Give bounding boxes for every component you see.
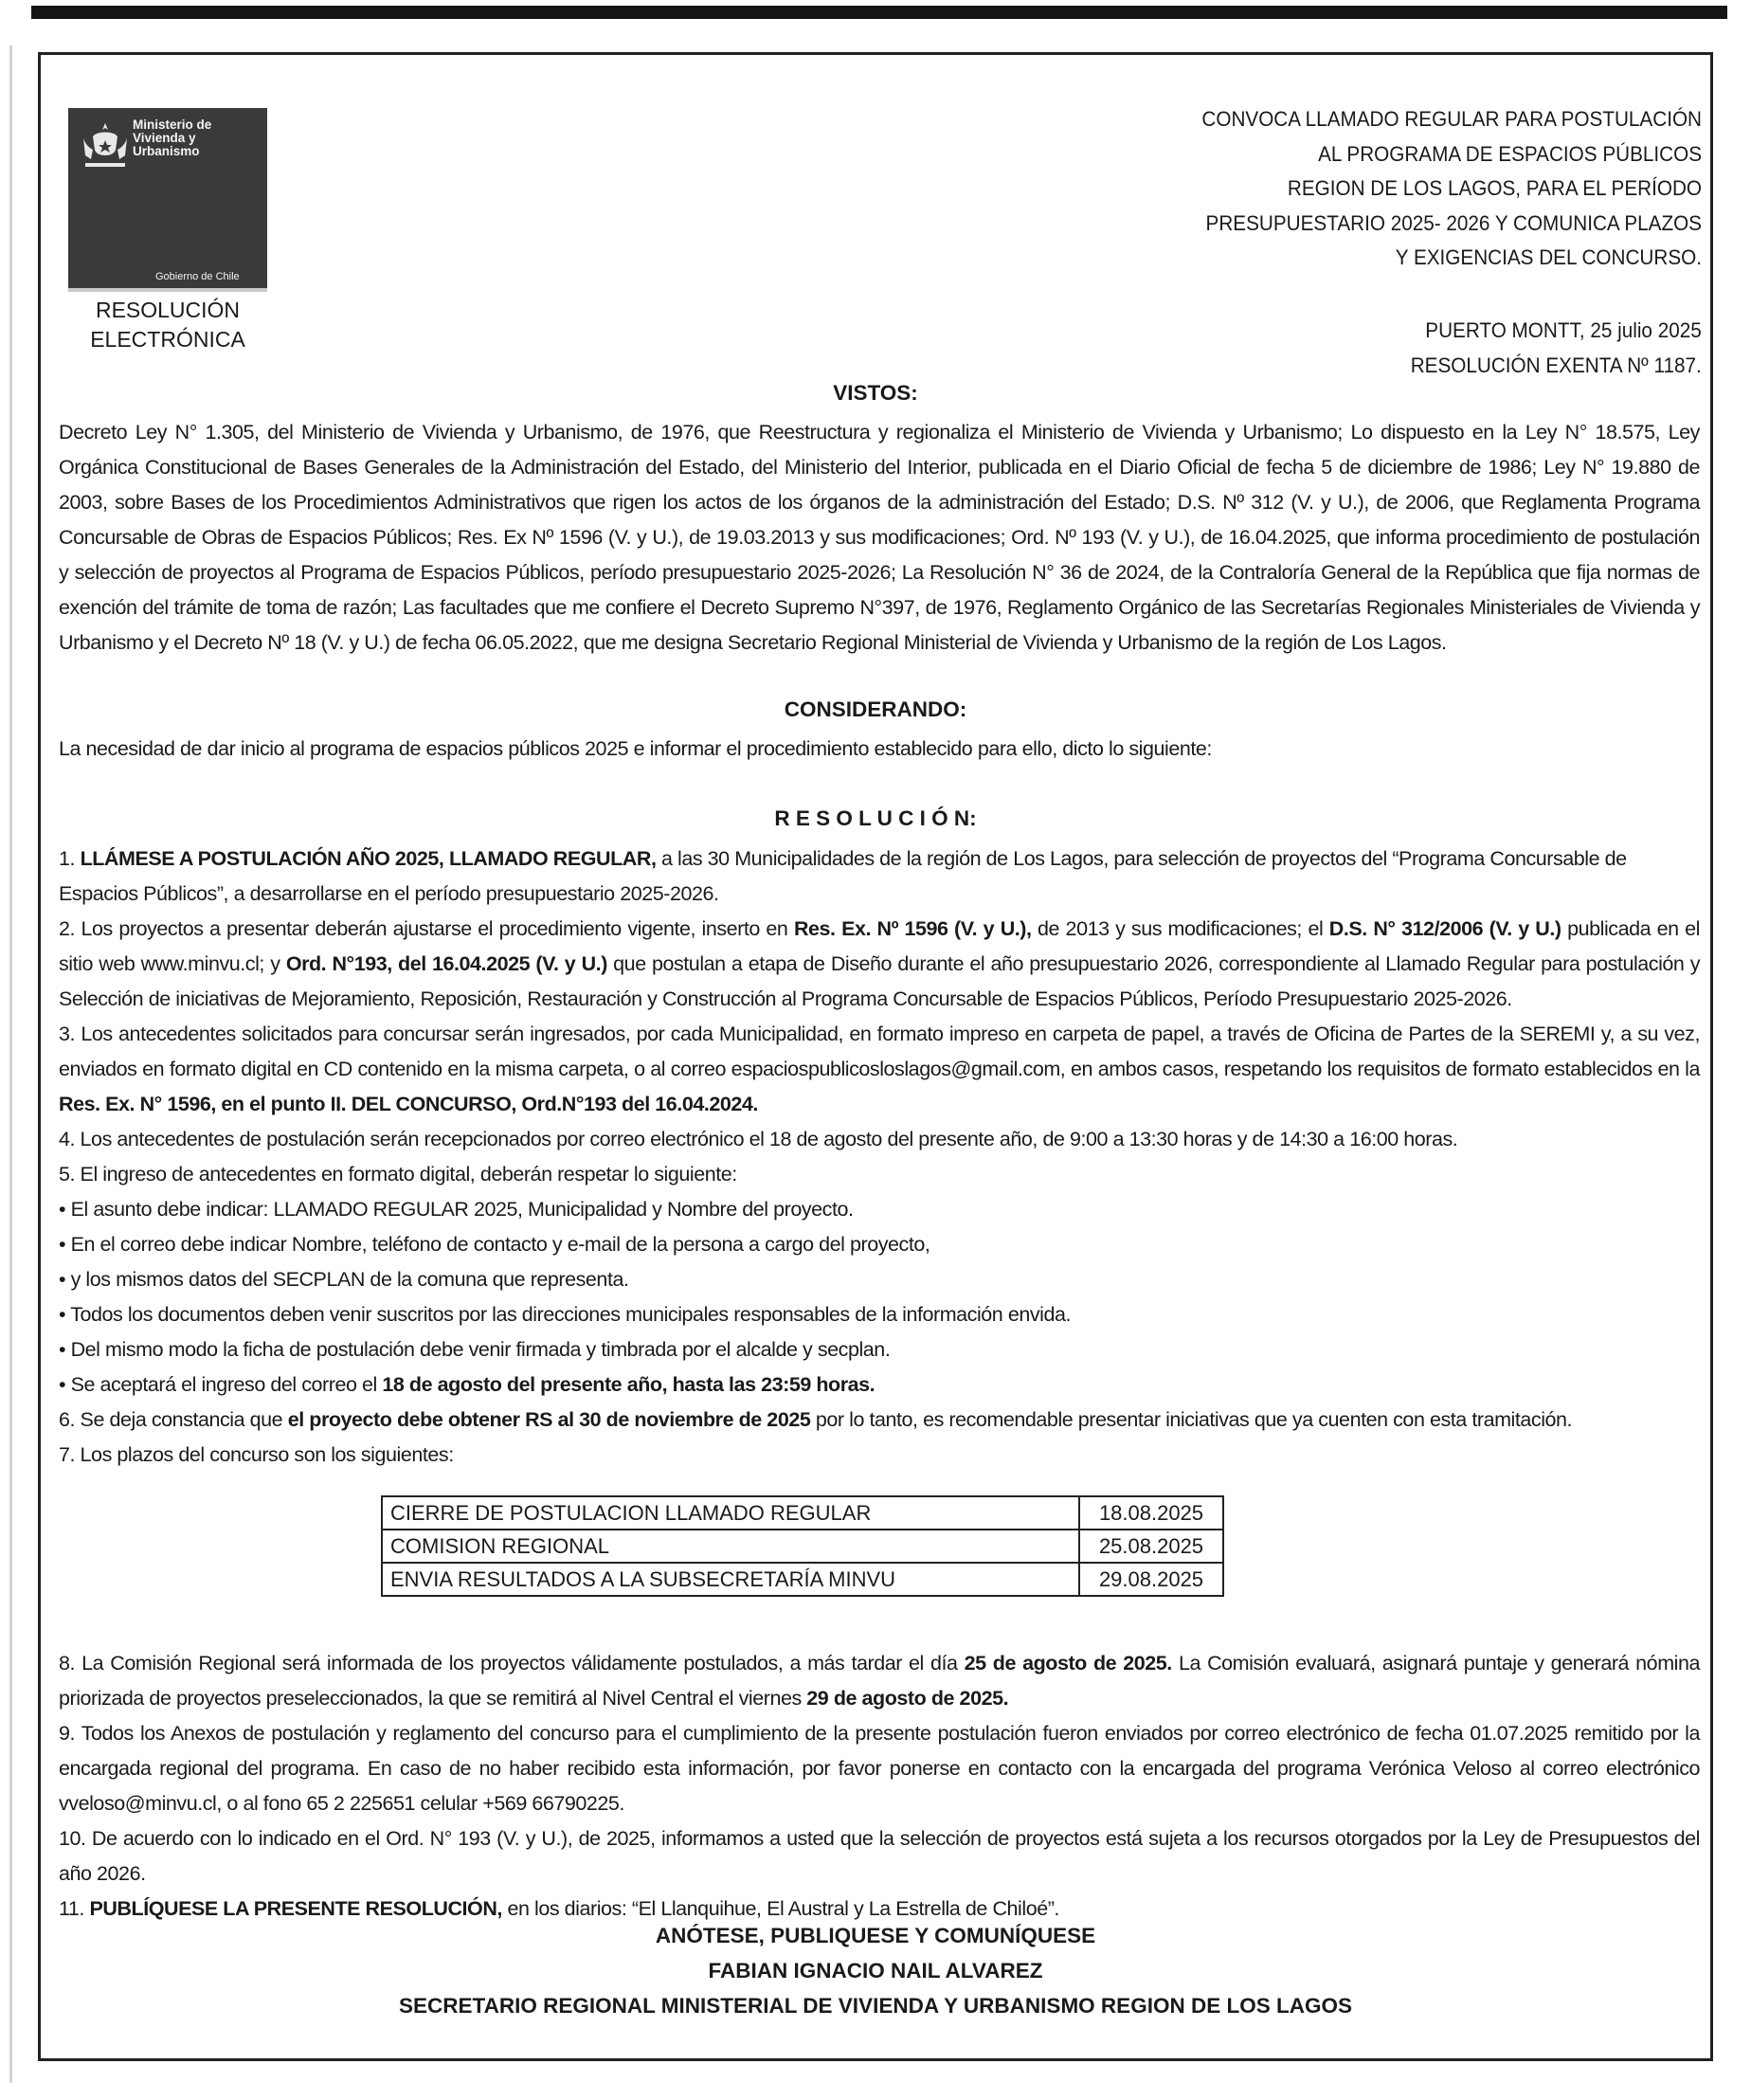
- deadline-label: CIERRE DE POSTULACION LLAMADO REGULAR: [382, 1496, 1079, 1530]
- item-2-text-e: publicada en el sitio web www.minvu.cl; y: [59, 917, 1700, 975]
- resolucion-heading: R E S O L U C I Ó N:: [774, 806, 977, 830]
- bullet-6: [59, 1367, 1700, 1403]
- item-8-text-c: La Comisión evaluará, asignará puntaje y generará nómina priorizada de proyectos preseleccionados, la que se remitirá al Nivel Central el viernes: [59, 1652, 1700, 1710]
- closing-block: [0, 1918, 1751, 2023]
- item-8-bold-d: 29 de agosto de 2025.: [806, 1687, 1009, 1710]
- considerando-text: [59, 732, 1700, 767]
- resolution-items: [59, 842, 1700, 1473]
- item-8-text-a: 8. La Comisión Regional será informada de los proyectos válidamente postulados, a más tardar el día: [59, 1652, 965, 1675]
- item-6: [59, 1403, 1700, 1438]
- item-6-text-a: 6. Se deja constancia que: [59, 1408, 288, 1431]
- bullet-1: • El asunto debe indicar: LLAMADO REGULAR 2025, Municipalidad y Nombre del proyecto.: [59, 1198, 854, 1221]
- item-11-bold: PUBLÍQUESE LA PRESENTE RESOLUCIÓN,: [89, 1897, 502, 1920]
- bullet-5: • Del mismo modo la ficha de postulación debe venir firmada y timbrada por el alcalde y secplan.: [59, 1338, 891, 1361]
- item-8: [59, 1646, 1700, 1716]
- item-1: [59, 842, 1700, 912]
- bullet-6-bold: 18 de agosto del presente año, hasta las 23:59 horas.: [382, 1373, 876, 1396]
- considerando-paragraph: La necesidad de dar inicio al programa de espacios públicos 2025 e informar el procedimiento establecido para ello, dicto lo siguiente:: [59, 737, 1212, 760]
- bullet-4: • Todos los documentos deben venir suscritos por las direcciones municipales responsables de la información envida.: [59, 1303, 1072, 1326]
- table-row: [382, 1530, 1223, 1563]
- signer-position: SECRETARIO REGIONAL MINISTERIAL DE VIVIENDA Y URBANISMO REGION DE LOS LAGOS: [399, 1994, 1352, 2018]
- item-1-bold: LLÁMESE A POSTULACIÓN AÑO 2025, LLAMADO REGULAR,: [80, 847, 657, 870]
- ministry-logo: [68, 108, 267, 292]
- item-2-text-a: 2. Los proyectos a presentar deberán ajustarse el procedimiento vigente, inserto en: [59, 917, 794, 940]
- item-2-bold-b: Res. Ex. Nº 1596 (V. y U.),: [793, 917, 1032, 940]
- left-edge-mark: [9, 45, 12, 2083]
- deadline-date: 29.08.2025: [1079, 1563, 1223, 1596]
- resolution-number: RESOLUCIÓN EXENTA Nº 1187.: [1410, 353, 1702, 377]
- item-3-bold: Res. Ex. N° 1596, en el punto II. DEL CONCURSO, Ord.N°193 del 16.04.2024.: [59, 1093, 758, 1115]
- item-2-bold-d: D.S. N° 312/2006 (V. y U.): [1328, 917, 1561, 940]
- deadline-label: ENVIA RESULTADOS A LA SUBSECRETARÍA MINVU: [382, 1563, 1079, 1596]
- item-11-text: en los diarios: “El Llanquihue, El Austral y La Estrella de Chiloé”.: [501, 1897, 1059, 1920]
- item-2-bold-f: Ord. N°193, del 16.04.2025 (V. y U.): [285, 952, 607, 975]
- deadline-label: COMISION REGIONAL: [382, 1530, 1079, 1563]
- deadlines-table: [381, 1495, 1224, 1597]
- bullet-3: • y los mismos datos del SECPLAN de la comuna que representa.: [59, 1268, 629, 1291]
- logo-ministry-text: Ministerio de Vivienda y Urbanismo: [133, 118, 212, 158]
- item-2-text-c: de 2013 y sus modificaciones; el: [1031, 917, 1329, 940]
- logo-government-text: Gobierno de Chile: [155, 271, 240, 282]
- resolution-title: CONVOCA LLAMADO REGULAR PARA POSTULACIÓN AL PROGRAMA DE ESPACIOS PÚBLICOS REGION DE LOS LAGOS, PARA EL PERÍODO PRESUPUESTARIO 2025- 2026 Y COMUNICA PLAZOS Y EXIGENCIAS DEL CONCURSO.: [1201, 107, 1702, 269]
- item-2: [59, 912, 1700, 1017]
- top-rule: [31, 6, 1727, 19]
- bullet-2: • En el correo debe indicar Nombre, teléfono de contacto y e-mail de la persona a cargo del proyecto,: [59, 1233, 930, 1256]
- place-date: PUERTO MONTT, 25 julio 2025: [1425, 318, 1702, 342]
- deadline-date: 25.08.2025: [1079, 1530, 1223, 1563]
- item-7: 7. Los plazos del concurso son los siguientes:: [59, 1443, 454, 1466]
- item-3: [59, 1017, 1700, 1122]
- closing-formula: ANÓTESE, PUBLIQUESE Y COMUNÍQUESE: [655, 1924, 1096, 1947]
- item-3-text: 3. Los antecedentes solicitados para concursar serán ingresados, por cada Municipalidad, en formato impreso en carpeta de papel, a través de Oficina de Partes de la SEREMI y, a su vez, enviados en formato digital en CD contenido en la misma carpeta, o al correo espaciospublicosloslagos@gmail.com, en ambos casos, respetando los requisitos de formato establecidos en la: [59, 1023, 1700, 1080]
- logo-flag-bar: [68, 288, 267, 292]
- item-1-text: a las 30 Municipalidades de la región de Los Lagos, para selección de proyectos del “Programa Concursable de Espacios Públicos”, a desarrollarse en el período presupuestario 2025-2026.: [59, 847, 1627, 905]
- vistos-heading: VISTOS:: [833, 381, 918, 405]
- item-6-bold: el proyecto debe obtener RS al 30 de noviembre de 2025: [287, 1408, 811, 1431]
- place-date-block: [1411, 313, 1702, 383]
- vistos-text: [59, 415, 1700, 661]
- signer-name: FABIAN IGNACIO NAIL ALVAREZ: [708, 1959, 1043, 1982]
- chile-coat-of-arms-icon: [80, 119, 131, 172]
- item-1-number: 1.: [59, 847, 81, 870]
- table-row: [382, 1563, 1223, 1596]
- vistos-paragraph: Decreto Ley N° 1.305, del Ministerio de Vivienda y Urbanismo, de 1976, que Reestructura y regionaliza el Ministerio de Vivienda y Urbanismo; Lo dispuesto en la Ley N° 18.575, Ley Orgánica Constitucional de Bases Generales de la Administración del Estado, del Ministerio del Interior, publicada en el Diario Oficial de fecha 5 de diciembre de 1986; Ley N° 19.880 de 2003, sobre Bases de los Procedimientos Administrativos que rigen los actos de los órganos de la administración del Estado; D.S. Nº 312 (V. y U.), de 2006, que Reglamenta Programa Concursable de Obras de Espacios Públicos; Res. Ex Nº 1596 (V. y U.), de 19.03.2013 y sus modificaciones; Ord. Nº 193 (V. y U.), de 16.04.2025, que informa procedimiento de postulación y selección de proyectos al Programa de Espacios Públicos, período presupuestario 2025-2026; La Resolución N° 36 de 2024, de la Contraloría General de la República que fija normas de exención del trámite de toma de razón; Las facultades que me confiere el Decreto Supremo N°397, de 1976, Reglamento Orgánico de las Secretarías Regionales Ministeriales de Vivienda y Urbanismo y el Decreto Nº 18 (V. y U.) de fecha 06.05.2022, que me designa Secretario Regional Ministerial de Vivienda y Urbanismo de la región de Los Lagos.: [59, 421, 1700, 654]
- item-5: 5. El ingreso de antecedentes en formato digital, deberán respetar lo siguiente:: [59, 1163, 737, 1186]
- resolution-items-continued: [59, 1646, 1700, 1927]
- item-6-text-c: por lo tanto, es recomendable presentar iniciativas que ya cuenten con esta tramitación.: [810, 1408, 1573, 1431]
- item-9: 9. Todos los Anexos de postulación y reglamento del concurso para el cumplimiento de la presente postulación fueron enviados por correo electrónico de fecha 01.07.2025 remitido por la encargada regional del programa. En caso de no haber recibido esta información, por favor ponerse en contacto con la encargada del programa Verónica Veloso al correo electrónico vveloso@minvu.cl, o al fono 65 2 225651 celular +569 66790225.: [59, 1722, 1700, 1815]
- item-8-bold-b: 25 de agosto de 2025.: [964, 1652, 1172, 1675]
- item-11-number: 11.: [59, 1897, 90, 1920]
- deadline-date: 18.08.2025: [1079, 1496, 1223, 1530]
- item-10: 10. De acuerdo con lo indicado en el Ord. N° 193 (V. y U.), de 2025, informamos a usted que la selección de proyectos está sujeta a los recursos otorgados por la Ley de Presupuestos del año 2026.: [59, 1827, 1700, 1885]
- item-4: 4. Los antecedentes de postulación serán recepcionados por correo electrónico el 18 de agosto del presente año, de 9:00 a 13:30 horas y de 14:30 a 16:00 horas.: [59, 1128, 1458, 1150]
- item-2-text-g: que postulan a etapa de Diseño durante el año presupuestario 2026, correspondiente al Llamado Regular para postulación y Selección de iniciativas de Mejoramiento, Reposición, Restauración y Construcción al Programa Concursable de Espacios Públicos, Período Presupuestario 2025-2026.: [59, 952, 1701, 1010]
- electronic-resolution-label: RESOLUCIÓN ELECTRÓNICA: [90, 298, 245, 352]
- table-row: [382, 1496, 1223, 1530]
- considerando-heading: CONSIDERANDO:: [784, 697, 967, 721]
- bullet-6-text: • Se aceptará el ingreso del correo el: [59, 1373, 383, 1396]
